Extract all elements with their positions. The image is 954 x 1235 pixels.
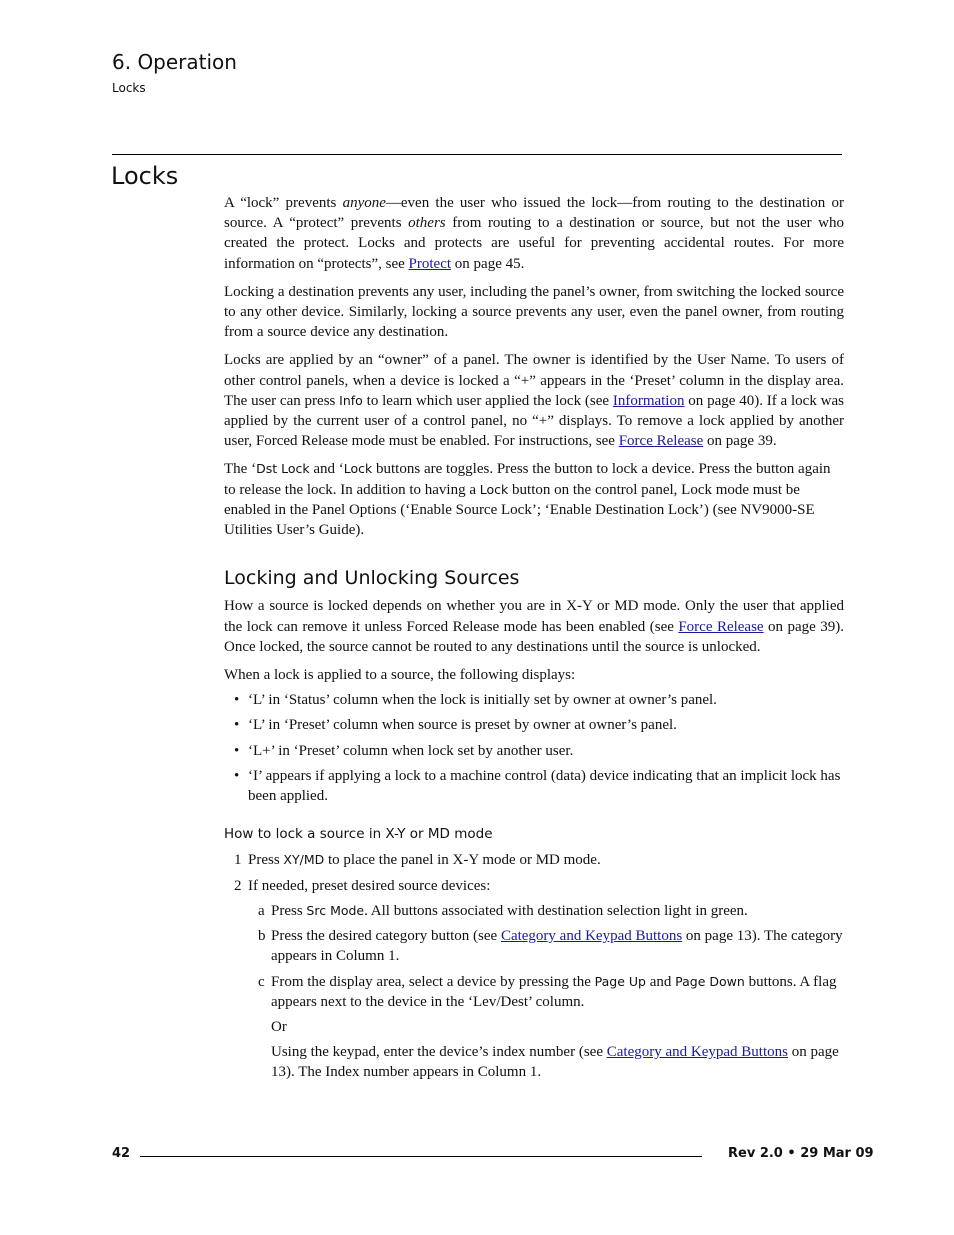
list-item: • ‘L’ in ‘Status’ column when the lock is initially set by owner at owner’s panel. <box>224 690 844 710</box>
section-title: Locks <box>111 162 179 190</box>
page-up-key: Page Up <box>594 973 646 989</box>
intro-paragraph-4: The ‘Dst Lock and ‘Lock buttons are toggles. Press the button to lock a device. Press the button again to release the lock. In addition to having a Lock button on the control panel, Lock mode must be enabled in the Panel Options (‘Enable Source Lock’; ‘Enable Destination Lock’) (see NV9000-SE Utilities User’s Guide). <box>224 461 831 539</box>
subsection-paragraph-2: When a lock is applied to a source, the following displays: <box>224 667 576 684</box>
list-item: • ‘L+’ in ‘Preset’ column when lock set by another user. <box>224 741 844 761</box>
dst-lock-key: Dst Lock <box>256 461 310 477</box>
force-release-link-2[interactable]: Force Release <box>678 618 764 635</box>
src-mode-key: Src Mode <box>306 902 365 918</box>
page-number: 42 <box>112 1146 131 1161</box>
bullet-mark: • <box>234 767 240 784</box>
step-1: 1 Press XY/MD to place the panel in X-Y mode or MD mode. <box>234 852 601 869</box>
step-2: 2 If needed, preset desired source devices: <box>234 877 491 894</box>
footer-rule <box>140 1156 702 1157</box>
list-item: • ‘I’ appears if applying a lock to a machine control (data) device indicating that an implicit lock has been applied. <box>234 767 841 805</box>
body-text <box>224 193 844 1088</box>
substep-b: b Press the desired category button (see Category and Keypad Buttons on page 13). The category appears in Column 1. <box>258 928 843 965</box>
or-separator: Or <box>271 1018 287 1035</box>
substep-c-alternative: Using the keypad, enter the device’s index number (see Category and Keypad Buttons on page 13). The Index number appears in Column 1. <box>271 1044 839 1081</box>
protect-link[interactable]: Protect <box>408 255 452 272</box>
intro-paragraph-3: Locks are applied by an “owner” of a panel. The owner is identified by the User Name. To users of other control panels, when a device is locked a “+” appears in the ‘Preset’ column in the display area. The user can press Info to learn which user applied the lock (see Information on page 40). If a lock was applied by the current user of a control panel, no “+” displays. To remove a lock applied by another user, Forced Release mode must be enabled. For instructions, see Force Release on page 39. <box>224 352 844 450</box>
force-release-link[interactable]: Force Release <box>618 433 704 450</box>
header-rule <box>112 154 842 155</box>
category-keypad-link[interactable]: Category and Keypad Buttons <box>500 928 683 945</box>
running-header-section: Locks <box>112 81 146 95</box>
info-key: Info <box>339 392 363 408</box>
subsection-paragraph-1: How a source is locked depends on whether you are in X-Y or MD mode. Only the user that applied the lock can remove it unless Forced Release mode has been enabled (see Force Release on page 39). Once locked, the source cannot be routed to any destinations until the source is unlocked. <box>224 598 845 655</box>
revision-label: Rev 2.0 • 29 Mar 09 <box>728 1146 874 1161</box>
substep-a: a Press Src Mode. All buttons associated with destination selection light in green. <box>258 902 748 919</box>
subsection-title: Locking and Unlocking Sources <box>224 567 520 590</box>
procedure-title: How to lock a source in X-Y or MD mode <box>224 826 493 843</box>
lock-key-2: Lock <box>479 481 509 497</box>
intro-paragraph-1: A “lock” prevents anyone—even the user who issued the lock—from routing to the destination or source. A “protect” prevents others from routing to a destination or source, but not the user who created the protect. Locks and protects are useful for preventing accidental routes. For more information on “protects”, see Protect on page 45. <box>224 195 844 272</box>
category-keypad-link-2[interactable]: Category and Keypad Buttons <box>606 1044 788 1061</box>
page-down-key: Page Down <box>675 973 745 989</box>
list-item: • ‘L’ in ‘Preset’ column when source is preset by owner at owner’s panel. <box>224 715 844 735</box>
information-link[interactable]: Information <box>612 392 685 409</box>
substep-c: c From the display area, select a device by pressing the Page Up and Page Down buttons. A flag appears next to the device in the ‘Lev/Dest’ column. <box>258 973 837 1010</box>
intro-paragraph-2: Locking a destination prevents any user, including the panel’s owner, from switching the locked source to any other device. Similarly, locking a source prevents any user, even the panel owner, from routing from a source device any destination. <box>224 283 844 341</box>
lock-key: Lock <box>343 461 373 477</box>
bullet-mark: • <box>234 717 240 734</box>
bullet-mark: • <box>234 692 240 709</box>
lock-indicator-list <box>224 690 844 806</box>
xy-md-key: XY/MD <box>283 852 325 868</box>
chapter-heading: 6. Operation <box>112 50 237 74</box>
bullet-mark: • <box>234 742 240 759</box>
